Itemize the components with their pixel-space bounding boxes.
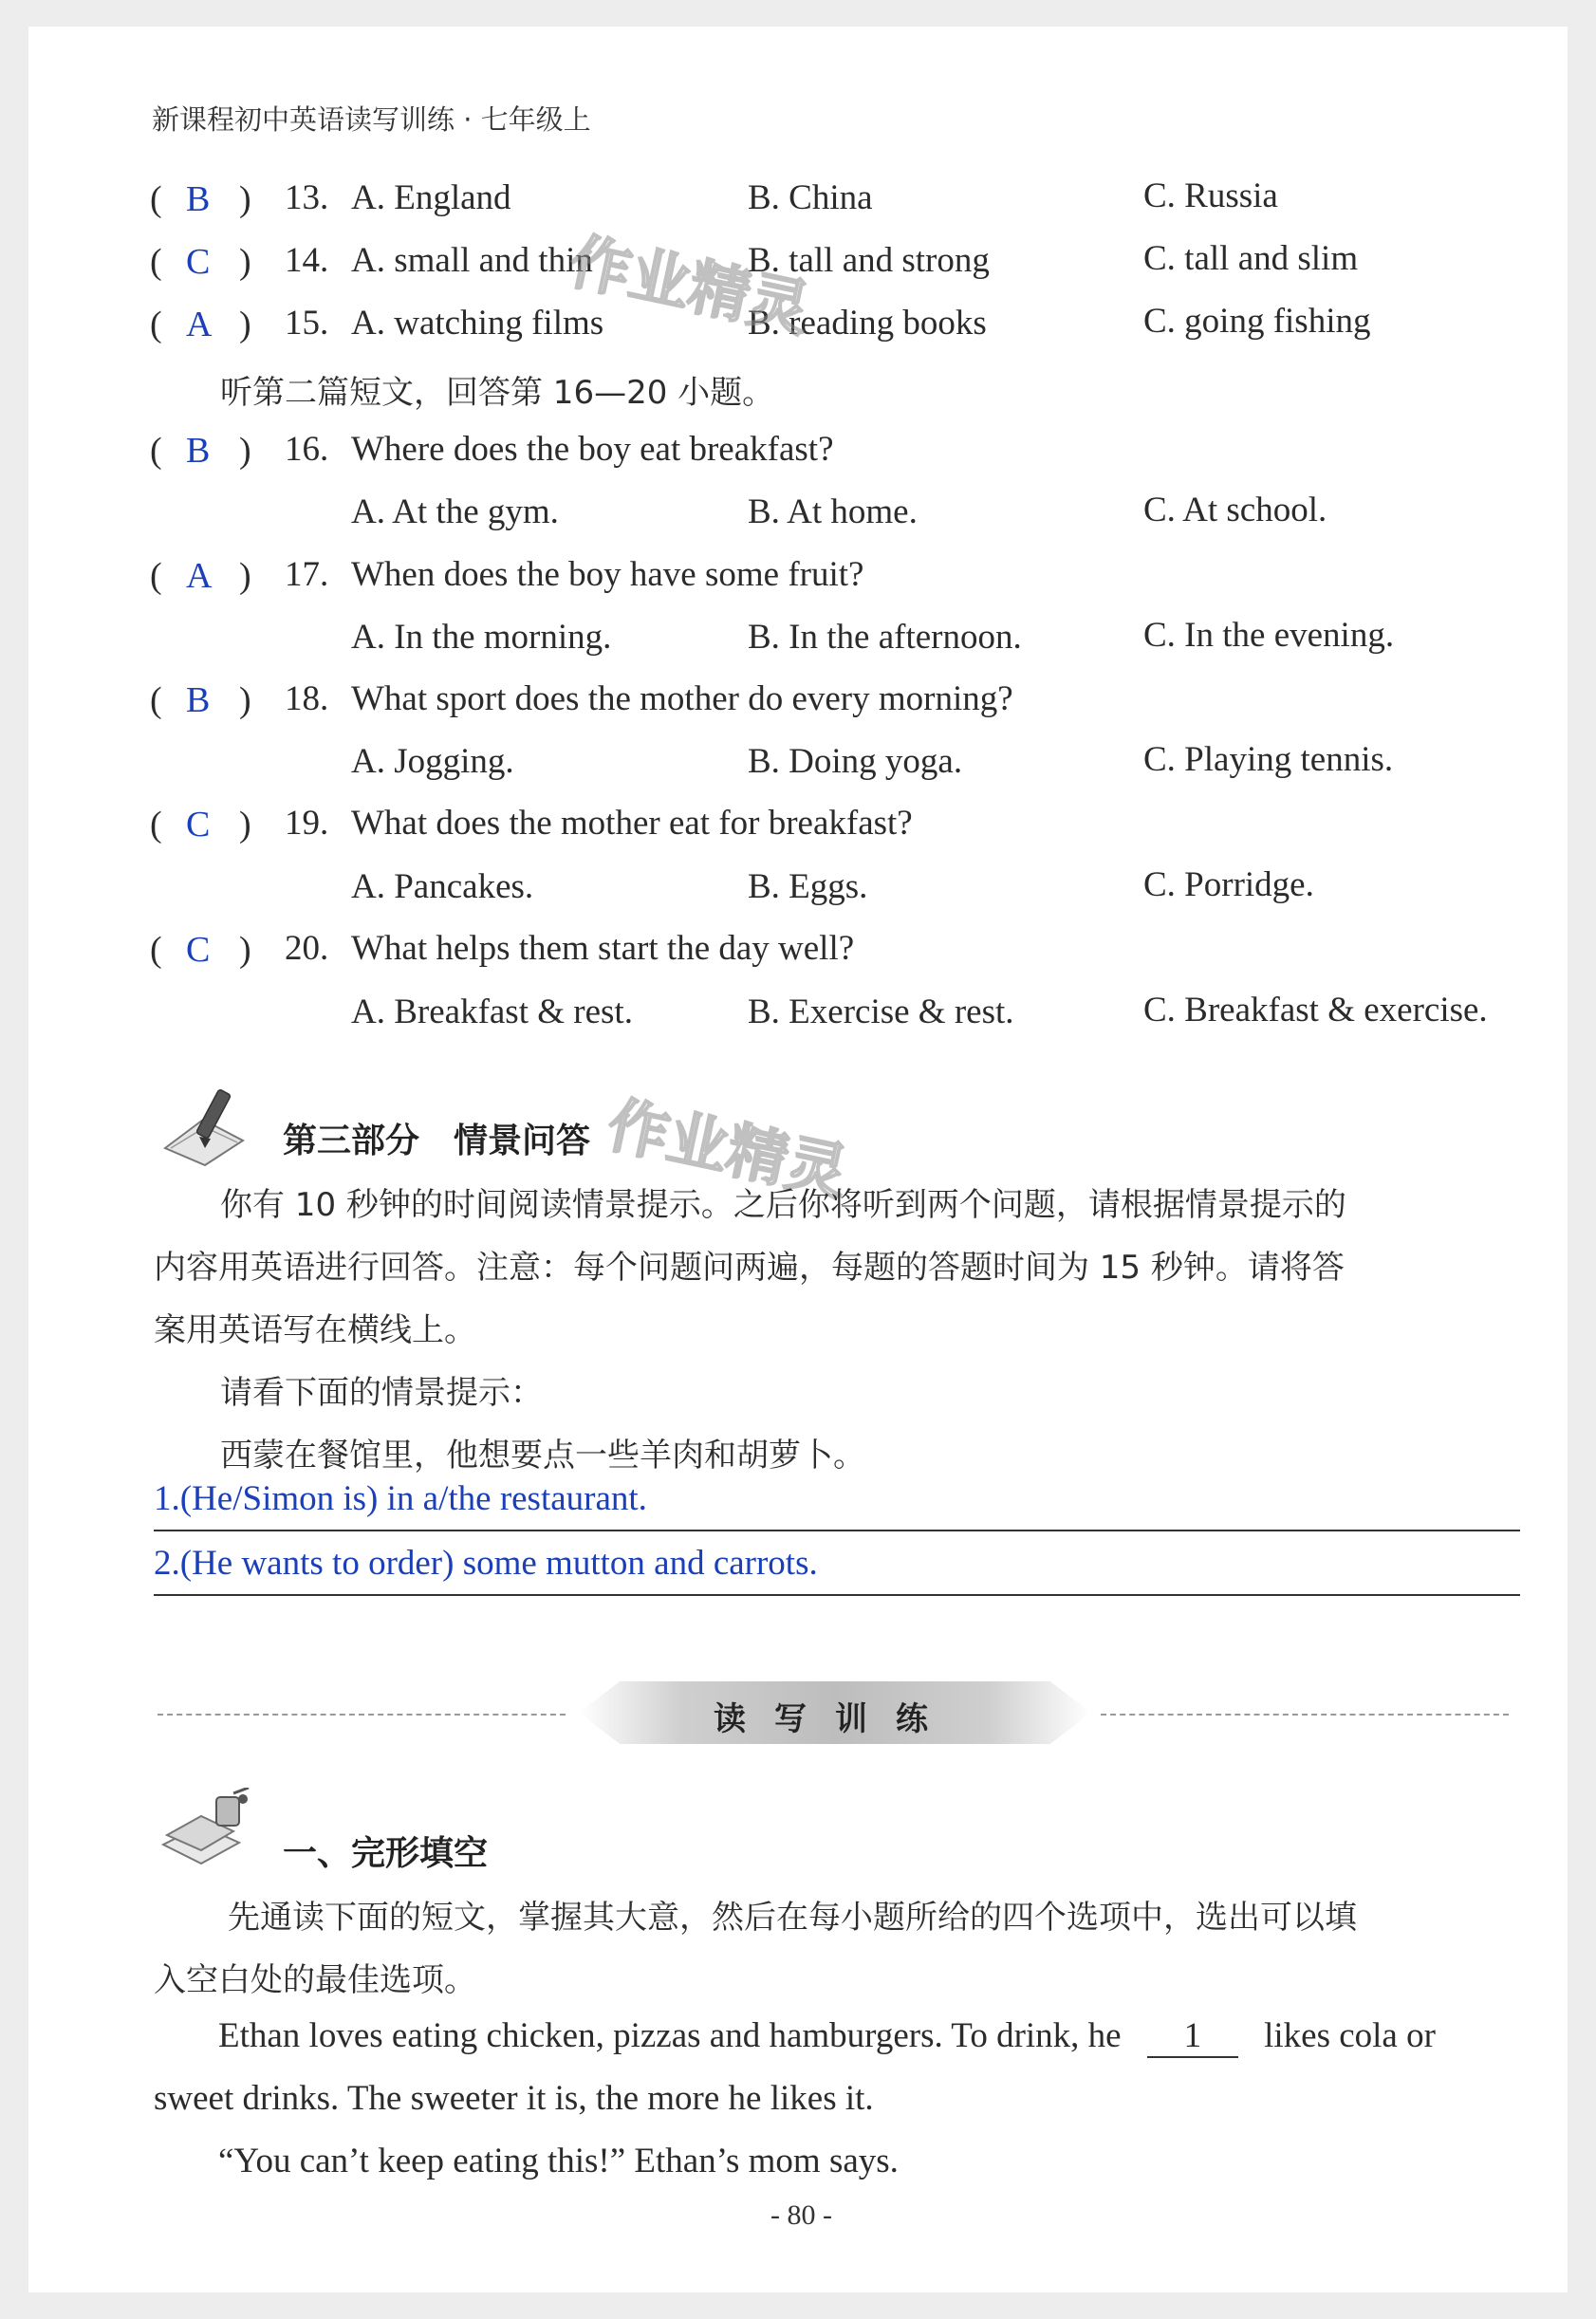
option-c-13: C. Russia — [1143, 176, 1278, 215]
paren-close: ) — [239, 179, 251, 219]
part3-answer-1: 1.(He/Simon is) in a/the restaurant. — [154, 1479, 647, 1518]
question-text-17: When does the boy have some fruit? — [351, 555, 864, 594]
banner-divider-right — [1101, 1714, 1509, 1716]
option-a-18: A. Jogging. — [351, 742, 514, 781]
option-b-19: B. Eggs. — [748, 867, 868, 906]
cloze-paragraph-1 — [218, 2015, 1436, 2058]
passage2-intro: 听第二篇短文，回答第 16—20 小题。 — [220, 374, 775, 412]
answer-20: C — [186, 930, 211, 970]
option-b-13: B. China — [748, 178, 873, 217]
option-c-14: C. tall and slim — [1143, 239, 1359, 278]
question-text-19: What does the mother eat for breakfast? — [351, 804, 913, 843]
paren-close: ) — [239, 556, 251, 596]
option-c-17: C. In the evening. — [1143, 616, 1395, 655]
books-icon — [158, 1788, 262, 1877]
question-text-20: What helps them start the day well? — [351, 929, 855, 968]
paren-close: ) — [239, 305, 251, 344]
option-b-20: B. Exercise & rest. — [748, 993, 1014, 1031]
question-number-15: 15. — [285, 304, 329, 343]
option-a-15: A. watching films — [351, 304, 604, 343]
part3-answer-2: 2.(He wants to order) some mutton and carrots. — [154, 1544, 818, 1583]
part3-instruction-line3: 案用英语写在横线上。 — [154, 1311, 476, 1349]
pencil-notebook-icon — [158, 1082, 262, 1171]
option-a-20: A. Breakfast & rest. — [351, 993, 633, 1031]
paren-open: ( — [150, 179, 162, 219]
option-b-15: B. reading books — [748, 304, 987, 343]
option-b-14: B. tall and strong — [748, 241, 990, 280]
paren-open: ( — [150, 556, 162, 596]
answer-16: B — [186, 431, 211, 471]
section-banner-title: 读写训练 — [714, 1700, 956, 1738]
cloze-blank-1: 1 — [1147, 2015, 1238, 2058]
part3-instruction-line1: 你有 10 秒钟的时间阅读情景提示。之后你将听到两个问题，请根据情景提示的 — [220, 1186, 1346, 1224]
paren-open: ( — [150, 242, 162, 282]
paren-close: ) — [239, 431, 251, 471]
paren-close: ) — [239, 242, 251, 282]
watermark-middle: 作业精灵 — [601, 1090, 854, 1210]
cloze-title: 一、完形填空 — [283, 1834, 489, 1873]
paren-open: ( — [150, 930, 162, 970]
option-c-18: C. Playing tennis. — [1143, 740, 1394, 779]
option-b-16: B. At home. — [748, 492, 918, 531]
paren-open: ( — [150, 305, 162, 344]
answer-18: B — [186, 680, 211, 720]
option-b-17: B. In the afternoon. — [748, 618, 1022, 657]
option-a-13: A. England — [351, 178, 511, 217]
cloze-paragraph-2: “You can’t keep eating this!” Ethan’s mom says. — [218, 2142, 899, 2180]
option-a-14: A. small and thin — [351, 241, 593, 280]
option-c-20: C. Breakfast & exercise. — [1143, 991, 1488, 1030]
question-number-18: 18. — [285, 679, 329, 718]
option-b-18: B. Doing yoga. — [748, 742, 963, 781]
question-number-13: 13. — [285, 178, 329, 217]
page-header: 新课程初中英语读写训练 · 七年级上 — [152, 103, 591, 136]
question-number-14: 14. — [285, 241, 329, 280]
answer-19: C — [186, 805, 211, 844]
option-a-17: A. In the morning. — [351, 618, 612, 657]
question-number-17: 17. — [285, 555, 329, 594]
answer-13: B — [186, 179, 211, 219]
cloze-paragraph-1-line2: sweet drinks. The sweeter it is, the more he likes it. — [154, 2079, 874, 2118]
answer-14: C — [186, 242, 211, 282]
part3-instruction-line2: 内容用英语进行回答。注意：每个问题问两遍，每题的答题时间为 15 秒钟。请将答 — [154, 1249, 1345, 1287]
paren-open: ( — [150, 680, 162, 720]
question-text-18: What sport does the mother do every morning? — [351, 679, 1013, 718]
paren-close: ) — [239, 805, 251, 844]
answer-15: A — [186, 305, 213, 344]
cloze-text-start: Ethan loves eating chicken, pizzas and hamburgers. To drink, he — [218, 2016, 1122, 2055]
answer-line-1 — [154, 1530, 1520, 1531]
cloze-text-end: likes cola or — [1264, 2016, 1436, 2055]
question-number-16: 16. — [285, 430, 329, 469]
page-number: - 80 - — [770, 2199, 832, 2231]
option-a-19: A. Pancakes. — [351, 867, 534, 906]
banner-divider-left — [158, 1714, 566, 1716]
part3-title: 第三部分 情景问答 — [283, 1122, 591, 1160]
paren-open: ( — [150, 431, 162, 471]
part3-prompt-label: 请看下面的情景提示： — [220, 1374, 543, 1412]
cloze-instruction-line1: 先通读下面的短文，掌握其大意，然后在每小题所给的四个选项中，选出可以填 — [228, 1899, 1357, 1937]
option-c-16: C. At school. — [1143, 491, 1327, 529]
question-number-19: 19. — [285, 804, 329, 843]
option-c-15: C. going fishing — [1143, 302, 1371, 341]
paren-close: ) — [239, 930, 251, 970]
question-number-20: 20. — [285, 929, 329, 968]
paren-open: ( — [150, 805, 162, 844]
question-text-16: Where does the boy eat breakfast? — [351, 430, 834, 469]
watermark-top: 作业精灵 — [563, 227, 816, 346]
option-a-16: A. At the gym. — [351, 492, 559, 531]
part3-prompt: 西蒙在餐馆里，他想要点一些羊肉和胡萝卜。 — [220, 1437, 865, 1475]
paren-close: ) — [239, 680, 251, 720]
answer-line-2 — [154, 1594, 1520, 1596]
option-c-19: C. Porridge. — [1143, 865, 1314, 904]
cloze-instruction-line2: 入空白处的最佳选项。 — [154, 1961, 476, 1999]
answer-17: A — [186, 556, 213, 596]
